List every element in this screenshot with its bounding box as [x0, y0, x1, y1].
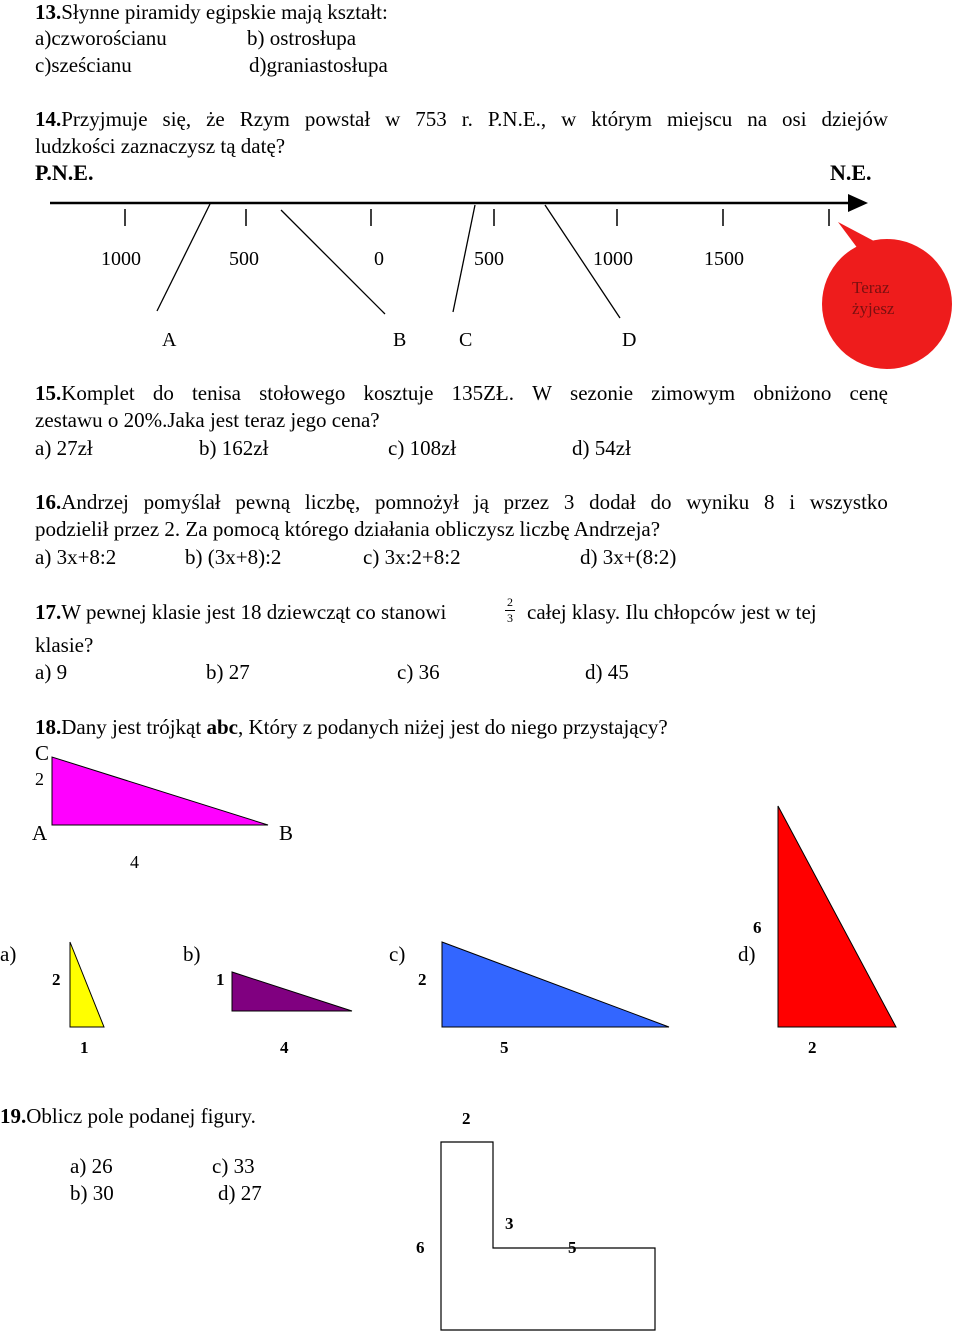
timeline-arrowhead — [848, 194, 868, 212]
word: i — [789, 490, 796, 514]
q18-option-c-label[interactable]: c) — [389, 942, 406, 966]
triangle-option-c — [442, 942, 669, 1027]
pointer-line-a — [157, 204, 210, 311]
q17-text-2: całej klasy. Ilu chłopców jest w tej — [527, 600, 817, 624]
q15-option-d[interactable]: d) 54zł — [572, 436, 631, 460]
q18-option-a-height: 2 — [52, 970, 61, 989]
tick-label: 500 — [474, 248, 504, 270]
triangle-option-d — [778, 806, 896, 1027]
timeline-answer-b[interactable]: B — [393, 329, 407, 351]
q15-number: 15. — [35, 381, 62, 405]
word: przez — [503, 490, 550, 514]
q13-option-a[interactable]: a)czworościanu — [35, 26, 167, 50]
q15-option-c[interactable]: c) 108zł — [388, 436, 457, 460]
word: 135ZŁ. — [451, 381, 514, 405]
q13-option-b[interactable]: b) ostrosłupa — [247, 26, 357, 50]
q19-question — [0, 1104, 256, 1128]
q18-question — [35, 715, 668, 739]
era-label-bc: P.N.E. — [35, 160, 94, 185]
word: r. — [461, 107, 473, 131]
q15-option-a[interactable]: a) 27zł — [35, 436, 93, 460]
q16-line-1 — [35, 490, 888, 514]
tick-label: 0 — [374, 248, 384, 270]
q13-number: 13. — [35, 0, 62, 24]
word: W — [532, 381, 552, 405]
q16-first — [35, 490, 129, 514]
q13-text: Słynne piramidy egipskie mają kształt: — [61, 0, 388, 24]
q19-option-a[interactable]: a) 26 — [70, 1154, 113, 1178]
q19-option-c[interactable]: c) 33 — [212, 1154, 255, 1178]
word: pewną — [235, 490, 291, 514]
q14-first — [35, 107, 148, 131]
word: 3 — [563, 490, 575, 514]
word: 753 — [415, 107, 447, 131]
word: Andrzej — [61, 490, 129, 514]
word: dodał — [589, 490, 636, 514]
q13-question — [35, 0, 388, 24]
q16-line-2: podzielił przez 2. Za pomocą którego działania obliczysz liczbę Andrzeja? — [35, 517, 661, 541]
word: do — [152, 381, 174, 405]
dimension-bottom: 5 — [568, 1238, 577, 1257]
word: Przyjmuje — [61, 107, 148, 131]
timeline — [50, 194, 868, 318]
q13-option-c[interactable]: c)sześcianu — [35, 53, 132, 77]
dimension-middle: 3 — [505, 1214, 514, 1233]
word: Rzym — [239, 107, 290, 131]
word: na — [747, 107, 768, 131]
q16-option-a[interactable]: a) 3x+8:2 — [35, 545, 117, 569]
q15-line-1 — [35, 381, 888, 405]
word: Komplet — [61, 381, 135, 405]
word: zimowym — [651, 381, 736, 405]
timeline-answer-c[interactable]: C — [459, 329, 473, 351]
dimension-left: 6 — [416, 1238, 425, 1257]
q17-line-1-start — [35, 600, 446, 624]
q14-line-1 — [35, 107, 888, 131]
q18-option-b-base: 4 — [280, 1038, 289, 1057]
era-label-ad: N.E. — [830, 160, 872, 185]
q17-option-b[interactable]: b) 27 — [206, 660, 250, 684]
vertex-label-a: A — [32, 821, 48, 845]
q18-option-c-height: 2 — [418, 970, 427, 989]
tick-label: 1500 — [704, 248, 744, 270]
word: miejscu — [666, 107, 733, 131]
triangle-abc — [52, 757, 268, 825]
word: sezonie — [570, 381, 634, 405]
word: liczbę, — [304, 490, 361, 514]
word: się, — [162, 107, 192, 131]
triangle-option-b — [232, 972, 352, 1011]
q18-option-d-label[interactable]: d) — [738, 942, 756, 966]
q14-line-2: ludzkości zaznaczysz tą datę? — [35, 134, 286, 158]
side-label-ab: 4 — [130, 852, 139, 872]
timeline-answer-a[interactable]: A — [162, 329, 177, 351]
q17-text-1: W pewnej klasie jest 18 dziewcząt co stanowi — [61, 600, 447, 624]
pointer-line-b — [281, 210, 385, 314]
pointer-line-c — [453, 205, 475, 312]
q18-option-b-height: 1 — [216, 970, 225, 989]
word: pomnożył — [375, 490, 460, 514]
word: dziejów — [821, 107, 888, 131]
word: tenisa — [191, 381, 241, 405]
word: którym — [591, 107, 652, 131]
q17-number: 17. — [35, 600, 62, 624]
q16-option-d[interactable]: d) 3x+(8:2) — [580, 545, 677, 569]
tick-label: 1000 — [101, 248, 141, 270]
word: do — [650, 490, 672, 514]
word: w — [385, 107, 401, 131]
word: w — [561, 107, 577, 131]
callout-text-line-2: żyjesz — [852, 299, 895, 318]
word: stołowego — [259, 381, 346, 405]
q15-option-b[interactable]: b) 162zł — [199, 436, 269, 460]
word: obniżono — [753, 381, 832, 405]
q18-option-b-label[interactable]: b) — [183, 942, 201, 966]
q18-option-c-base: 5 — [500, 1038, 509, 1057]
word: ją — [473, 490, 489, 514]
q18-number: 18. — [35, 715, 62, 739]
word: pomyślał — [143, 490, 221, 514]
timeline-answer-d[interactable]: D — [622, 329, 637, 351]
fraction-denominator: 3 — [507, 611, 513, 625]
q17-line-2: klasie? — [35, 633, 94, 657]
word: 8 — [763, 490, 775, 514]
q19-text: Oblicz pole podanej figury. — [26, 1104, 256, 1128]
q15-first — [35, 381, 135, 405]
vertex-label-c: C — [35, 741, 50, 765]
q17-option-a[interactable]: a) 9 — [35, 660, 68, 684]
q18-text-1: Dany jest trójkąt — [61, 715, 207, 739]
q16-number: 16. — [35, 490, 62, 514]
q18-text-2: , Który z podanych niżej jest do niego przystający? — [237, 715, 668, 739]
tick-label: 1000 — [593, 248, 633, 270]
q19-option-b[interactable]: b) 30 — [70, 1181, 114, 1205]
q13-option-d[interactable]: d)graniastosłupa — [249, 53, 388, 77]
q19-number: 19. — [0, 1104, 27, 1128]
side-label-ca: 2 — [35, 769, 44, 789]
q14-number: 14. — [35, 107, 62, 131]
dimension-top: 2 — [462, 1109, 471, 1128]
word: powstał — [304, 107, 371, 131]
triangle-option-a — [70, 942, 104, 1027]
vertex-label-b: B — [279, 821, 294, 845]
word: wyniku — [686, 490, 750, 514]
q18-option-a-label[interactable]: a) — [0, 942, 17, 966]
q16-option-c[interactable]: c) 3x:2+8:2 — [363, 545, 461, 569]
word: P.N.E., — [487, 107, 547, 131]
tick-label: 500 — [229, 248, 259, 270]
q19-option-d[interactable]: d) 27 — [218, 1181, 262, 1205]
q18-option-a-base: 1 — [80, 1038, 89, 1057]
q15-line-2: zestawu o 20%.Jaka jest teraz jego cena? — [35, 408, 380, 432]
q18-abc: abc — [206, 715, 238, 739]
q16-option-b[interactable]: b) (3x+8):2 — [185, 545, 282, 569]
q18-option-d-base: 2 — [808, 1038, 817, 1057]
word: że — [206, 107, 225, 131]
q17-option-c[interactable]: c) 36 — [397, 660, 440, 684]
word: kosztuje — [363, 381, 434, 405]
word: cenę — [849, 381, 888, 405]
callout-text-line-1: Teraz — [852, 278, 890, 297]
word: wszystko — [809, 490, 888, 514]
word: osi — [782, 107, 807, 131]
q17-option-d[interactable]: d) 45 — [585, 660, 629, 684]
q18-option-d-height: 6 — [753, 918, 762, 937]
fraction-numerator: 2 — [507, 595, 513, 609]
l-shape-figure — [441, 1142, 655, 1330]
